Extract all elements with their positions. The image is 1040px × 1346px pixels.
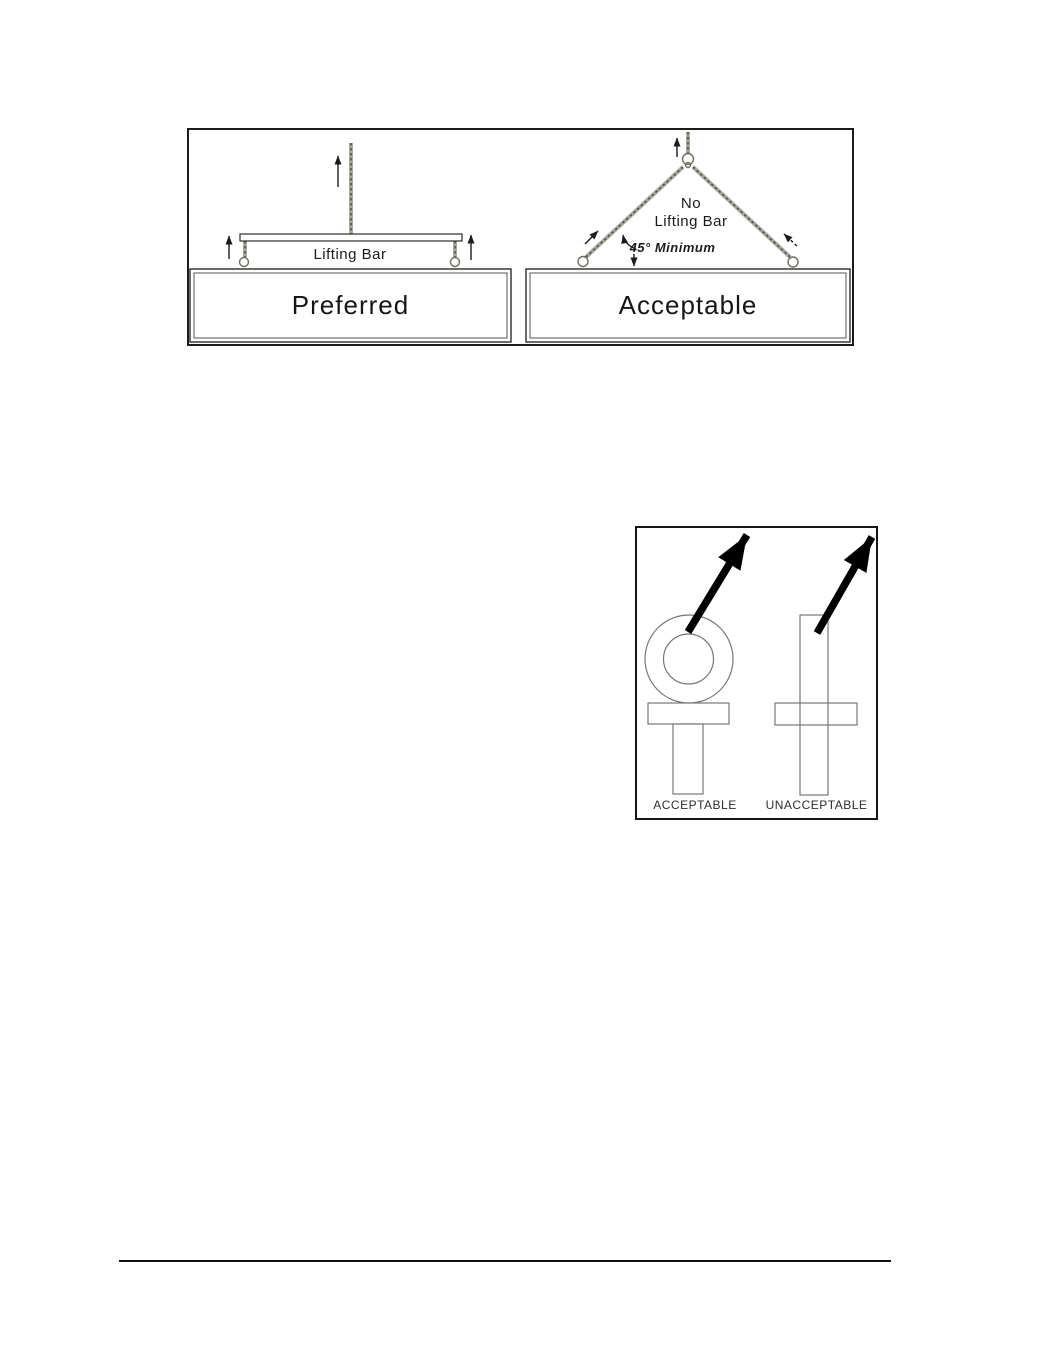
preferred-caption: Preferred [291,290,410,320]
angle-minimum-label: 45° Minimum [629,240,716,255]
lifting-bar-label: Lifting Bar [313,246,387,263]
no-lifting-bar-label [626,195,756,231]
no-lifting-bar-line1: No [680,195,702,212]
acceptable-caption: Acceptable [618,290,758,320]
eyebolt-drawing [635,526,878,820]
lifting-bar-shape [240,234,462,241]
figure-eyebolt-orientation [635,526,878,820]
footer-rule [119,1260,891,1262]
no-lifting-bar-line2: Lifting Bar [654,213,728,230]
eyebolt-unacceptable-label: UNACCEPTABLE [765,798,868,812]
figure-lifting-methods [187,128,854,346]
eyebolt-acceptable-label: ACCEPTABLE [653,798,737,812]
